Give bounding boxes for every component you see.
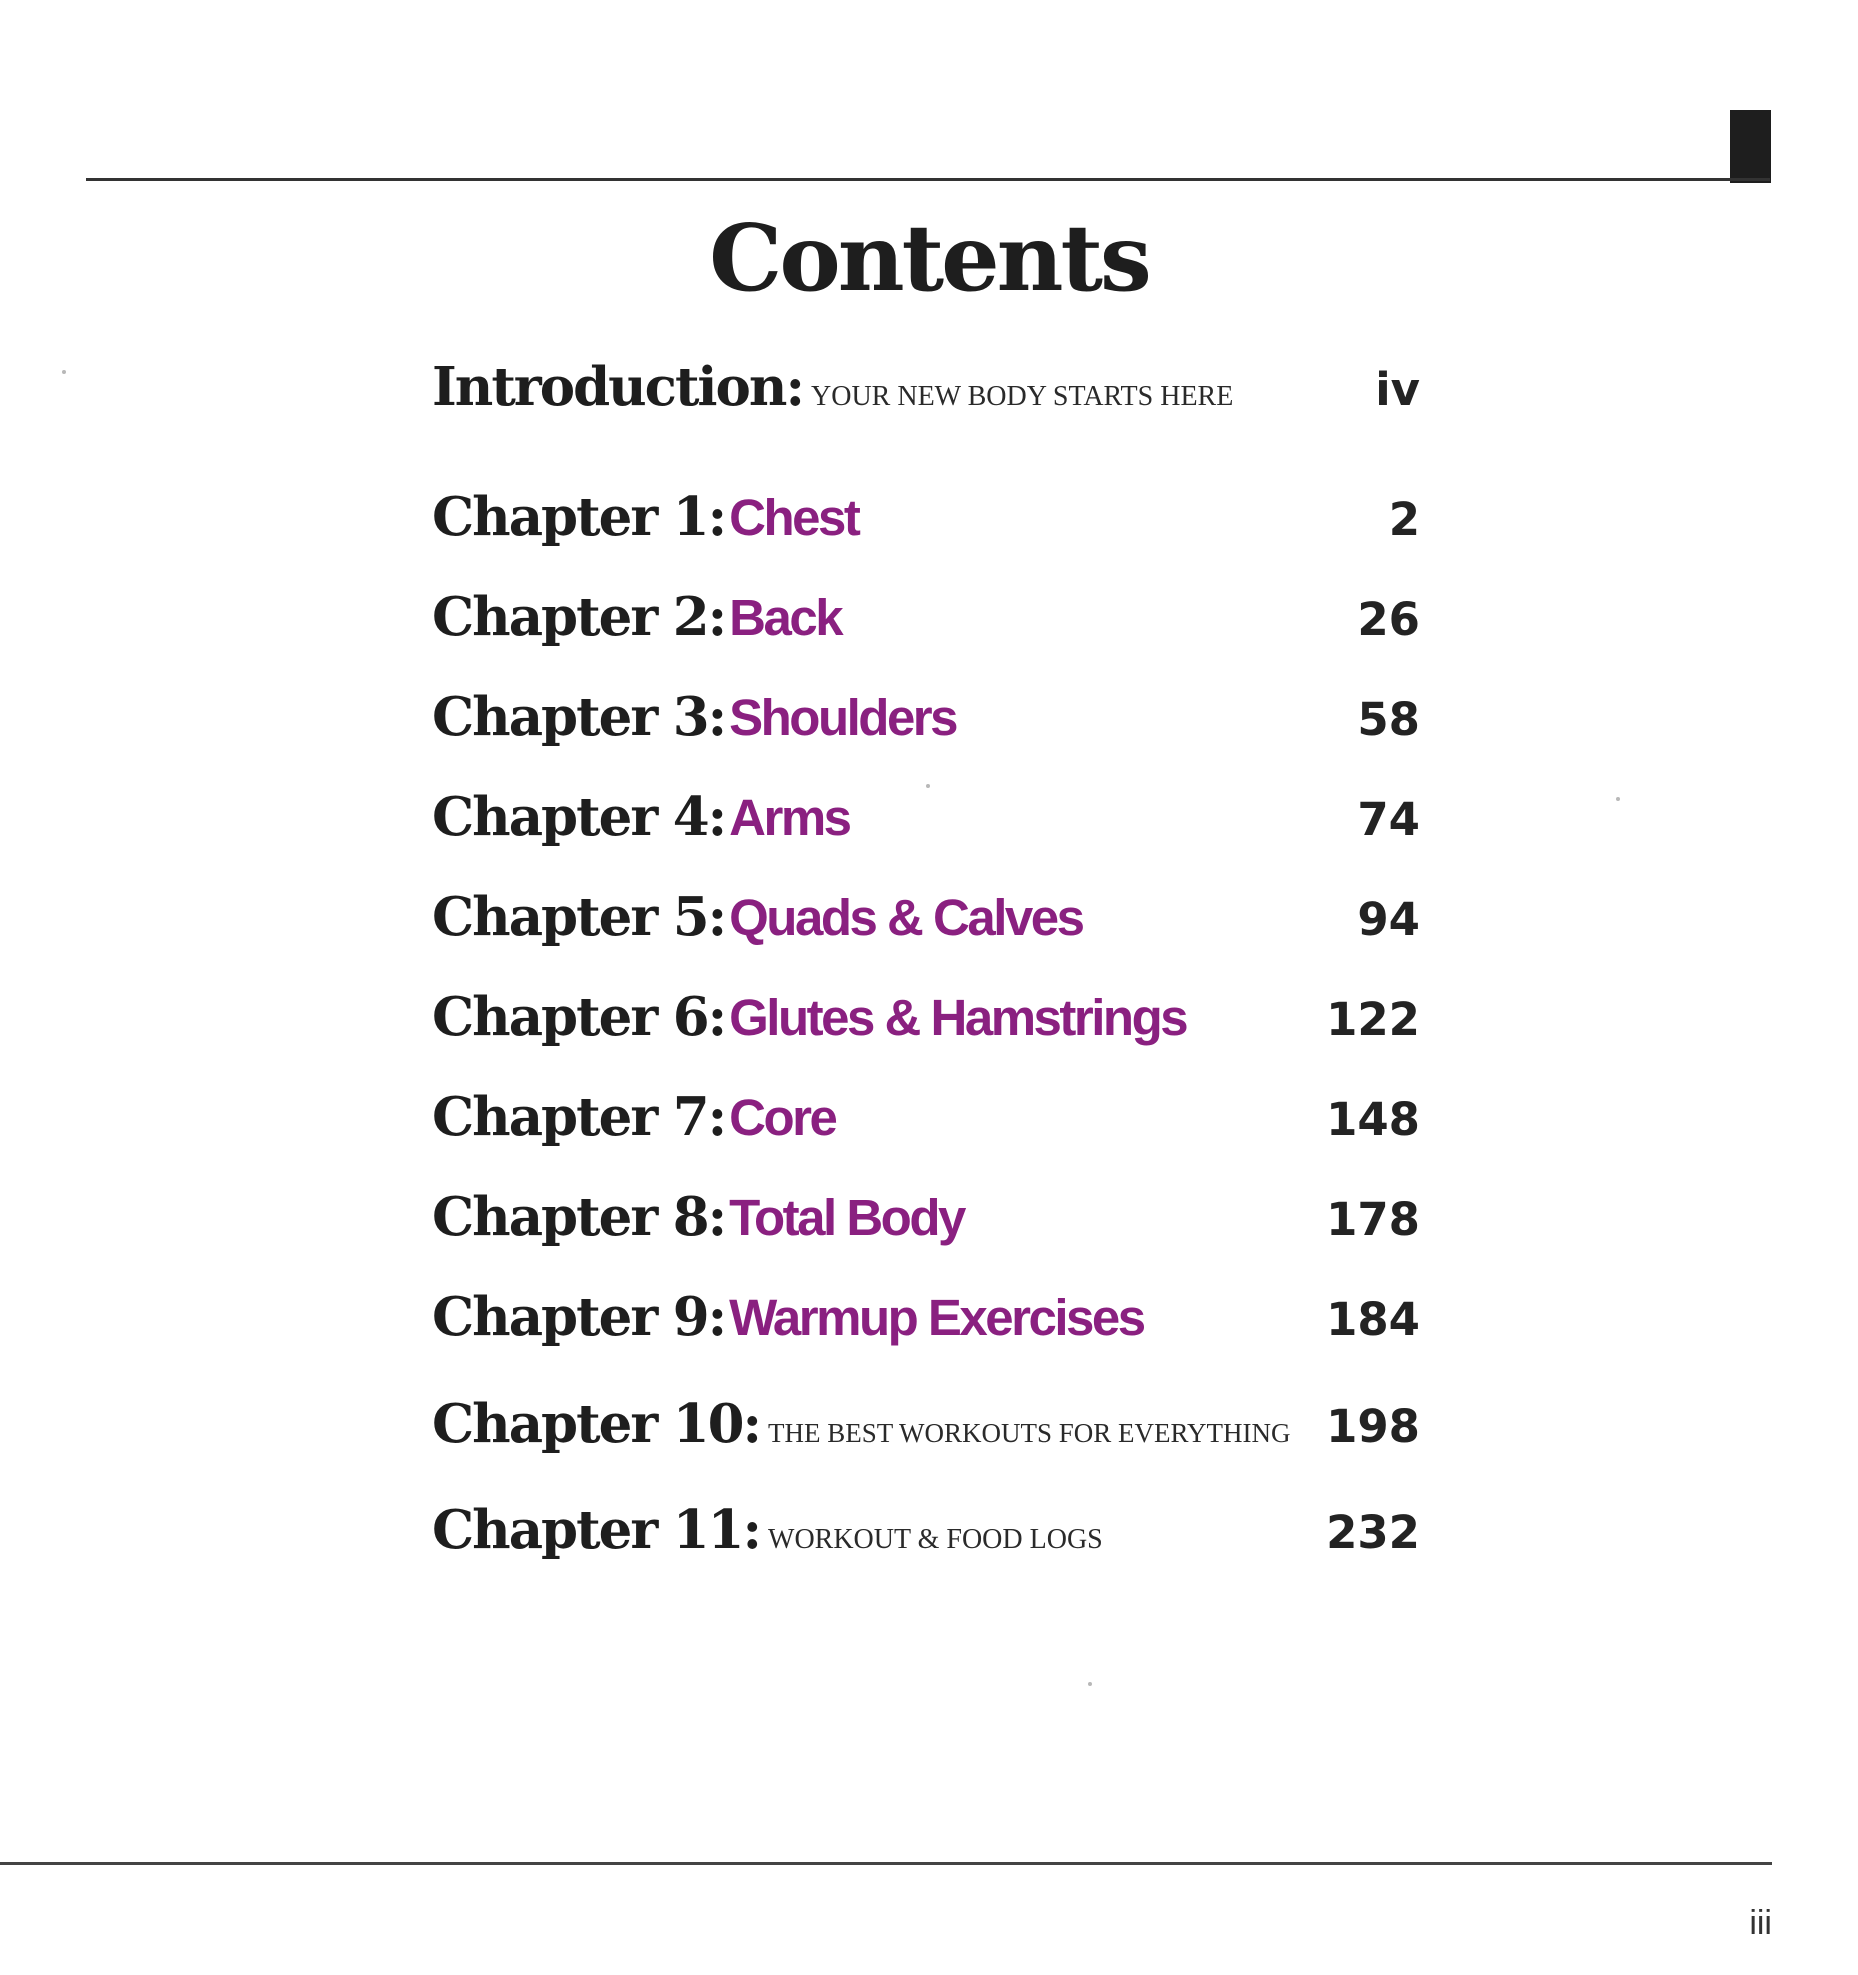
toc-row-chapter-8[interactable] — [432, 1186, 1420, 1260]
toc-subject: Core — [729, 1089, 836, 1146]
toc-label: Chapter 7: — [432, 1086, 726, 1148]
toc-label: Chapter 6: — [432, 986, 726, 1048]
toc-page-number: 74 — [1357, 793, 1420, 846]
toc-subject: Chest — [729, 489, 859, 546]
toc-row-chapter-1[interactable] — [432, 486, 1420, 560]
toc-row-chapter-10[interactable] — [432, 1393, 1420, 1467]
toc-subtitle: WORKOUT & FOOD LOGS — [768, 1524, 1103, 1555]
toc-label: Chapter 3: — [432, 686, 726, 748]
toc-page-number: iv — [1375, 363, 1420, 416]
toc-label: Chapter 4: — [432, 786, 726, 848]
toc-label: Chapter 2: — [432, 586, 726, 648]
toc-row-chapter-3[interactable] — [432, 686, 1420, 760]
scan-speck — [62, 370, 66, 374]
toc-subject: Back — [729, 589, 842, 646]
toc-page-number: 198 — [1326, 1400, 1420, 1453]
toc-label: Chapter 9: — [432, 1286, 726, 1348]
scan-speck — [1088, 1682, 1092, 1686]
page-folio: iii — [1749, 1904, 1772, 1942]
toc-label: Chapter 10: — [432, 1393, 761, 1455]
toc-row-chapter-6[interactable] — [432, 986, 1420, 1060]
toc-subject: Shoulders — [729, 689, 957, 746]
bottom-rule — [0, 1862, 1772, 1865]
toc-subject: Total Body — [729, 1189, 964, 1246]
toc-subject: Quads & Calves — [729, 889, 1083, 946]
page-title: Contents — [709, 204, 1149, 312]
toc-label: Chapter 8: — [432, 1186, 726, 1248]
toc-page-number: 2 — [1388, 493, 1420, 546]
toc-label: Introduction: — [432, 356, 804, 418]
toc-label: Chapter 5: — [432, 886, 726, 948]
toc-row-chapter-2[interactable] — [432, 586, 1420, 660]
toc-subject: Glutes & Hamstrings — [729, 989, 1187, 1046]
toc-subject: Arms — [729, 789, 850, 846]
toc-page-number: 178 — [1326, 1193, 1420, 1246]
toc-page-number: 26 — [1357, 593, 1420, 646]
toc-row-chapter-11[interactable] — [432, 1499, 1420, 1573]
toc-row-introduction[interactable] — [432, 356, 1420, 430]
toc-page-number: 122 — [1326, 993, 1420, 1046]
toc-page-number: 232 — [1326, 1506, 1420, 1559]
scan-speck — [1616, 797, 1620, 801]
toc-row-chapter-5[interactable] — [432, 886, 1420, 960]
toc-subtitle: THE BEST WORKOUTS FOR EVERYTHING — [768, 1418, 1291, 1448]
toc-label: Chapter 1: — [432, 486, 726, 548]
toc-row-chapter-7[interactable] — [432, 1086, 1420, 1160]
corner-tab — [1730, 110, 1771, 183]
top-rule — [86, 178, 1770, 181]
toc-subject: Warmup Exercises — [729, 1289, 1144, 1346]
toc-label: Chapter 11: — [432, 1499, 761, 1561]
toc-page-number: 184 — [1326, 1293, 1420, 1346]
toc-row-chapter-9[interactable] — [432, 1286, 1420, 1360]
toc-page-number: 58 — [1357, 693, 1420, 746]
toc-subtitle: YOUR NEW BODY STARTS HERE — [811, 381, 1234, 412]
toc-page-number: 94 — [1357, 893, 1420, 946]
toc-page-number: 148 — [1326, 1093, 1420, 1146]
toc-row-chapter-4[interactable] — [432, 786, 1420, 860]
